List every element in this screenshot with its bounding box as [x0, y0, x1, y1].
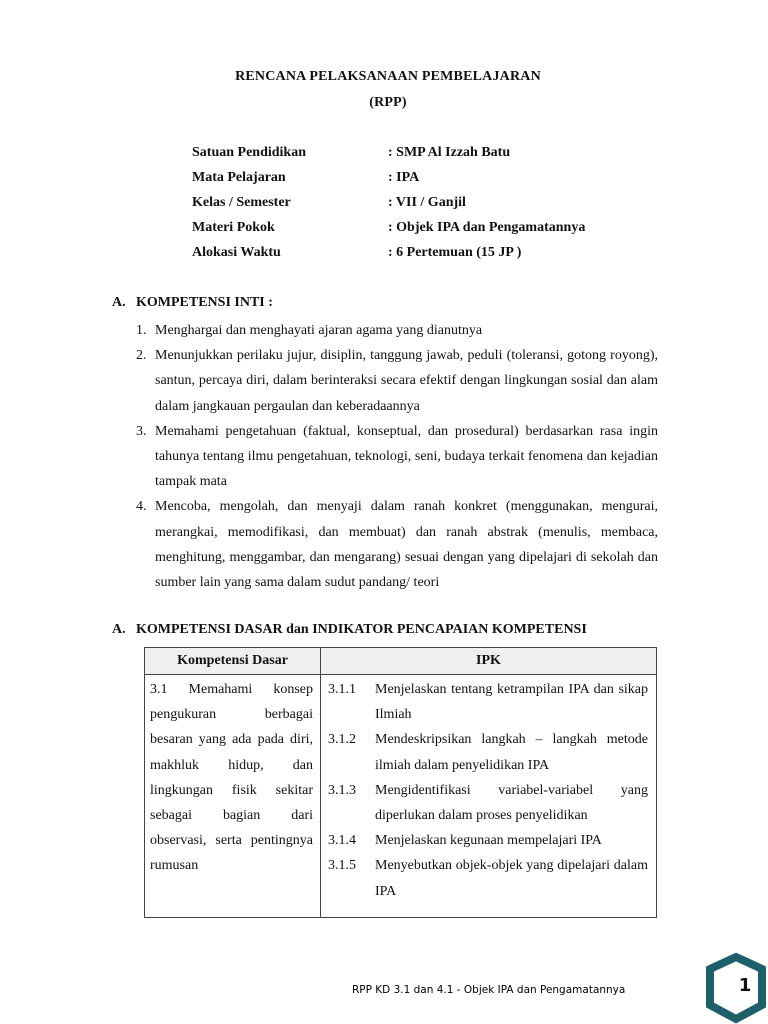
list-item — [328, 778, 648, 828]
list-item — [132, 494, 658, 595]
ipk-code: 3.1.5 — [328, 858, 356, 874]
kd-cell — [145, 675, 321, 918]
info-label: Kelas / Semester — [192, 195, 291, 210]
list-item — [328, 677, 648, 727]
list-item — [132, 419, 658, 495]
list-item-text: Menunjukkan perilaku jujur, disiplin, tanggung jawab, peduli (toleransi, gotong royong), santun, percaya diri, dalam berinteraksi secara efektif dengan lingkungan sosial dan alam dalam jangkauan pergaulan dan keberadaannya — [155, 348, 658, 414]
ipk-code: 3.1.3 — [328, 782, 356, 798]
info-value: : VII / Ganjil — [388, 195, 466, 210]
column-header-ipk: IPK — [321, 648, 657, 675]
list-item — [328, 828, 648, 853]
ipk-cell — [321, 675, 657, 918]
ipk-text: Mengidentifikasi variabel-variabel yang diperlukan dalam proses penyelidikan — [375, 782, 648, 824]
table-header-row — [145, 648, 657, 675]
info-label: Mata Pelajaran — [192, 170, 286, 185]
list-item-number: 4. — [136, 499, 147, 515]
info-value: : Objek IPA dan Pengamatannya — [388, 220, 586, 235]
section-title: KOMPETENSI DASAR dan INDIKATOR PENCAPAIAN KOMPETENSI — [136, 622, 587, 637]
section-heading-kompetensi-inti — [112, 295, 273, 311]
list-item-number: 3. — [136, 423, 147, 439]
document-subtitle: (RPP) — [369, 95, 407, 110]
page-badge-icon — [700, 953, 768, 1024]
list-item-number: 1. — [136, 323, 147, 338]
info-value: : SMP Al Izzah Batu — [388, 145, 511, 160]
section-letter: A. — [112, 295, 126, 310]
table-row — [145, 675, 657, 918]
document-title: RENCANA PELAKSANAAN PEMBELAJARAN — [235, 69, 541, 84]
info-value: : IPA — [388, 170, 420, 185]
section-title: KOMPETENSI INTI : — [136, 295, 273, 310]
section-heading-kompetensi-dasar — [112, 622, 587, 638]
ipk-text: Menjelaskan kegunaan mempelajari IPA — [375, 833, 602, 849]
ipk-text: Mendeskripsikan langkah – langkah metode ilmiah dalam penyelidikan IPA — [375, 732, 648, 773]
ipk-text: Menyebutkan objek-objek yang dipelajari dalam IPA — [375, 858, 648, 899]
footer-text: RPP KD 3.1 dan 4.1 - Objek IPA dan Pengamatannya — [352, 984, 626, 996]
column-header-kompetensi-dasar: Kompetensi Dasar — [145, 648, 321, 675]
info-label: Satuan Pendidikan — [192, 145, 306, 160]
list-item-number: 2. — [136, 348, 147, 364]
info-label: Alokasi Waktu — [192, 245, 281, 260]
list-item-text: Memahami pengetahuan (faktual, konseptual, dan prosedural) berdasarkan rasa ingin tahunya tentang ilmu pengetahuan, teknologi, seni, budaya terkait fenomena dan kejadian tampak mata — [155, 423, 658, 490]
page-number: 1 — [738, 975, 752, 996]
kompetensi-inti-list — [132, 318, 658, 595]
ipk-code: 3.1.2 — [328, 732, 356, 748]
list-item — [132, 318, 658, 343]
ipk-text: Menjelaskan tentang ketrampilan IPA dan sikap Ilmiah — [375, 682, 648, 723]
info-label: Materi Pokok — [192, 220, 275, 235]
kd-text: 3.1 Memahami konsep pengukuran berbagai besaran yang ada pada diri, makhluk hidup, dan lingkungan fisik sekitar sebagai bagian dari observasi, serta pentingnya rumusan — [150, 682, 313, 874]
list-item — [328, 727, 648, 777]
list-item — [132, 343, 658, 419]
kd-ipk-table — [144, 647, 657, 918]
ipk-code: 3.1.4 — [328, 833, 356, 849]
list-item-text: Menghargai dan menghayati ajaran agama yang dianutnya — [155, 323, 483, 338]
list-item-text: Mencoba, mengolah, dan menyaji dalam ranah konkret (menggunakan, mengurai, merangkai, memodifikasi, dan membuat) dan ranah abstrak (menulis, membaca, menghitung, menggambar, dan mengarang) sesuai dengan yang dipelajari di sekolah dan sumber lain yang sama dalam sudut pandang/ teori — [155, 499, 658, 591]
info-value: : 6 Pertemuan (15 JP ) — [388, 245, 522, 260]
ipk-code: 3.1.1 — [328, 682, 356, 697]
list-item — [328, 853, 648, 903]
section-letter: A. — [112, 622, 126, 637]
ipk-list — [321, 675, 656, 917]
